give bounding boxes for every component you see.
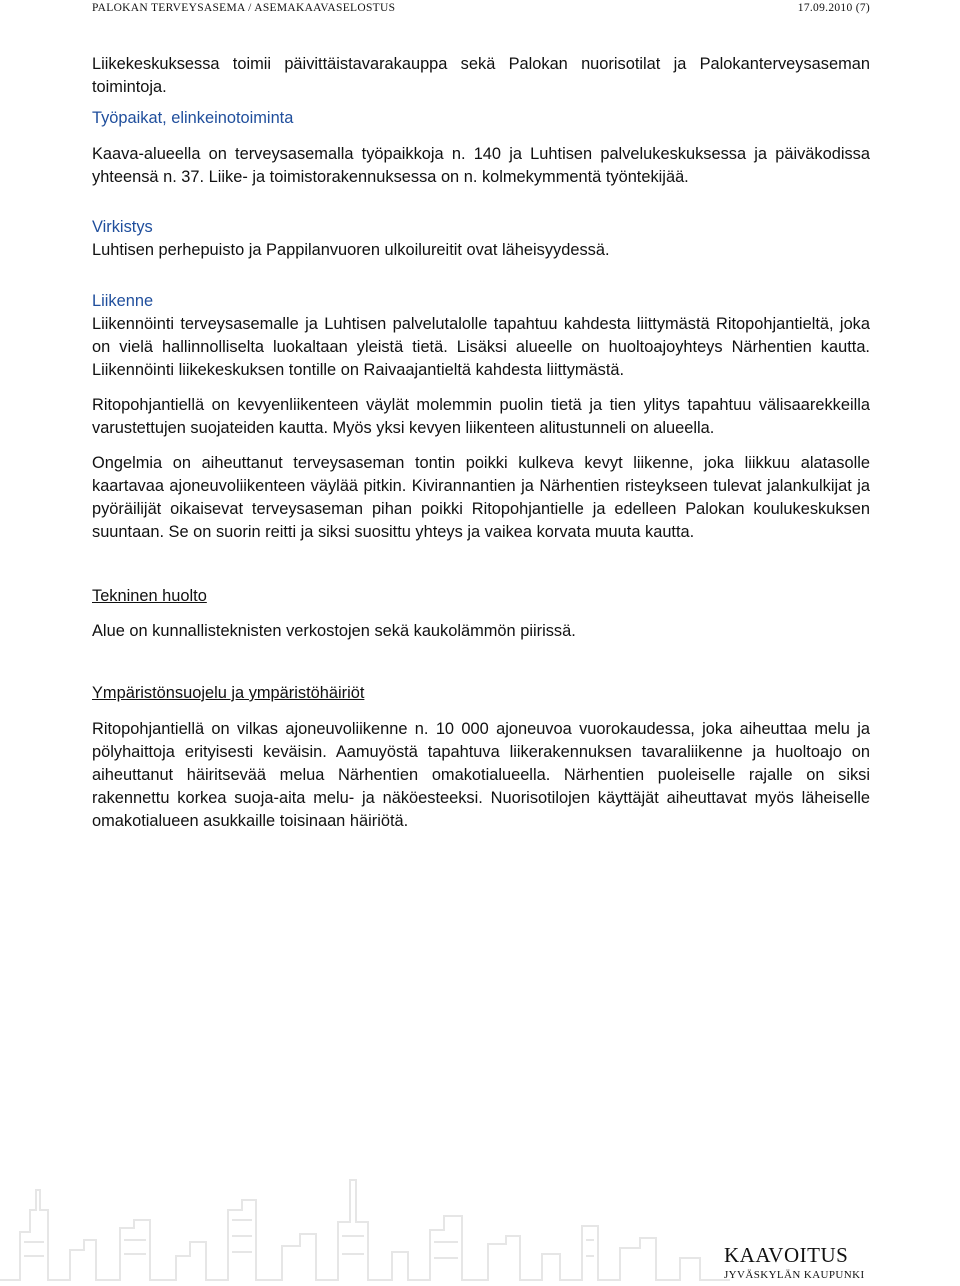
virkistys-paragraph: Luhtisen perhepuisto ja Pappilanvuoren ulkoilureitit ovat läheisyydessä.: [92, 241, 610, 259]
kaavoitus-logo: [724, 1243, 884, 1281]
document-body: [92, 53, 870, 833]
intro-paragraph: Liikekeskuksessa toimii päivittäistavarakauppa sekä Palokan nuorisotilat ja Palokanterveysaseman toimintoja.: [92, 55, 870, 96]
heading-ymparistonsuojelu: Ympäristönsuojelu ja ympäristöhäiriöt: [92, 684, 365, 702]
tekninen-paragraph: Alue on kunnallisteknisten verkostojen sekä kaukolämmön piirissä.: [92, 622, 576, 640]
heading-virkistys: Virkistys: [92, 218, 153, 236]
liikenne-paragraph-1: Liikennöinti terveysasemalle ja Luhtisen palvelutalolle tapahtuu kahdesta liittymästä Ritopohjantieltä, joka on vielä hallinnolliselta luokaltaan yleistä tietä. Lisäksi alueelle on huoltoajoyhteys Närhentien kautta. Liikennöinti liikekeskuksen tontille on Raivaajantieltä kahdesta liittymästä.: [92, 315, 870, 379]
document-title: PALOKAN TERVEYSASEMA / ASEMAKAAVASELOSTUS: [92, 2, 396, 14]
liikenne-paragraph-2: Ritopohjantiellä on kevyenliikenteen väylät molemmin puolin tietä ja tien ylitys tapahtuu välisaarekkeilla varustettujen suojateiden kautta. Myös yksi kevyen liikenteen alitustunneli on alueella.: [92, 396, 870, 437]
city-skyline-watermark: [0, 1170, 730, 1286]
liikenne-paragraph-3: Ongelmia on aiheuttanut terveysaseman tontin poikki kulkeva kevyt liikenne, joka liikkuu alatasolle kaartavaa ajoneuvoliikenteen väylää pitkin. Kivirannantien ja Närhentien risteykseen tulevat jalankulkijat ja pyöräilijät oikaisevat terveysaseman pihan poikki Ritopohjantielle ja edelleen Palokan koulukeskuksen suuntaan. Se on suorin reitti ja siksi suosittu yhteys ja vaikea korvata muuta kautta.: [92, 454, 870, 541]
heading-liikenne: Liikenne: [92, 292, 154, 310]
page-header: [92, 2, 870, 20]
heading-tyopaikat: Työpaikat, elinkeinotoiminta: [92, 109, 294, 127]
heading-tekninen-huolto: Tekninen huolto: [92, 587, 207, 605]
logo-title: KAAVOITUS: [724, 1243, 849, 1267]
ymparisto-paragraph: Ritopohjantiellä on vilkas ajoneuvoliikenne n. 10 000 ajoneuvoa vuorokaudessa, joka aiheuttaa melu ja pölyhaittoja erityisesti keväisin. Aamuyöstä tapahtuva liikerakennuksen tavaraliikenne ja huoltoajo on aiheuttanut häiritsevää melua Närhentien omakotialueella. Närhentien puoleiselle rajalle on siksi rakennettu korkea suoja-aita melu- ja näköesteeksi. Nuorisotilojen käyttäjät aiheuttavat myös läheiselle omakotialueen asukkaille toisinaan häiriötä.: [92, 720, 870, 830]
tyopaikat-paragraph: Kaava-alueella on terveysasemalla työpaikkoja n. 140 ja Luhtisen palvelukeskuksessa ja päiväkodissa yhteensä n. 37. Liike- ja toimistorakennuksessa on n. kolmekymmentä työntekijää.: [92, 145, 870, 186]
date-page-number: 17.09.2010 (7): [797, 2, 870, 14]
logo-subtitle: JYVÄSKYLÄN KAUPUNKI: [724, 1269, 865, 1281]
